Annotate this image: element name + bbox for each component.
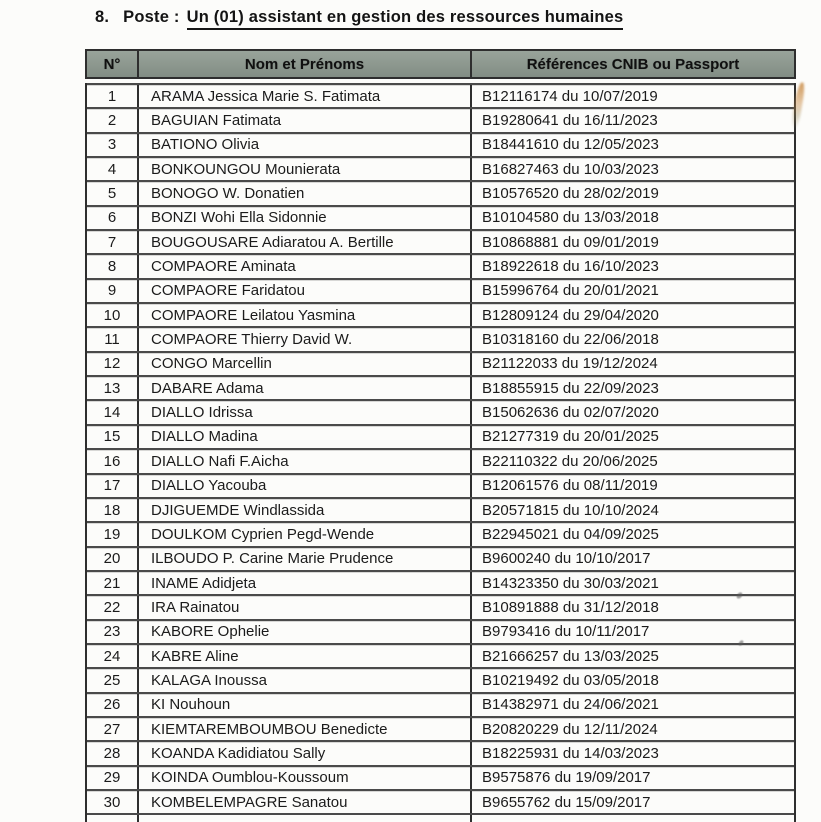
row-num: 10 <box>87 304 139 326</box>
row-num: 16 <box>87 450 139 472</box>
row-name: KABORE Ophelie <box>139 621 472 643</box>
table-row <box>87 83 794 107</box>
table-row <box>87 156 794 180</box>
table-row <box>87 205 794 229</box>
row-num: 7 <box>87 231 139 253</box>
row-num: 15 <box>87 426 139 448</box>
row-num: 3 <box>87 134 139 156</box>
table-row <box>87 789 794 813</box>
row-name: INAME Adidjeta <box>139 572 472 594</box>
table-row <box>87 692 794 716</box>
row-num: 6 <box>87 207 139 229</box>
row-ref: B14382971 du 24/06/2021 <box>482 696 659 714</box>
table-row <box>87 229 794 253</box>
row-name: DABARE Adama <box>139 377 472 399</box>
table-row <box>87 740 794 764</box>
table-row <box>87 424 794 448</box>
row-name: COMPAORE Leilatou Yasmina <box>139 304 472 326</box>
row-num: 1 <box>87 85 139 107</box>
row-ref: B21122033 du 19/12/2024 <box>482 355 658 373</box>
row-num: 22 <box>87 596 139 618</box>
row-name: KALAGA Inoussa <box>139 669 472 691</box>
table-row <box>87 375 794 399</box>
row-name: BATIONO Olivia <box>139 134 472 156</box>
row-ref: B10868881 du 09/01/2019 <box>482 233 659 251</box>
row-ref: B9575876 du 19/09/2017 <box>482 769 651 787</box>
table-row <box>87 399 794 423</box>
table-row <box>87 351 794 375</box>
row-name: COMPAORE Aminata <box>139 255 472 277</box>
row-name: KOANDA Kadidiatou Sally <box>139 742 472 764</box>
row-ref: B15996764 du 20/01/2021 <box>482 282 659 300</box>
row-ref: B20820229 du 12/11/2024 <box>482 720 658 738</box>
row-name: DOULKOM Cyprien Pegd-Wende <box>139 523 472 545</box>
table-row <box>87 546 794 570</box>
row-ref: B18225931 du 14/03/2023 <box>482 744 659 762</box>
table-row <box>87 448 794 472</box>
row-ref: B9655762 du 15/09/2017 <box>482 793 651 811</box>
title-position-text: Un (01) assistant en gestion des ressources humaines <box>187 8 624 30</box>
row-num: 9 <box>87 280 139 302</box>
row-name: ILBOUDO P. Carine Marie Prudence <box>139 548 472 570</box>
row-num: 26 <box>87 694 139 716</box>
row-name: KABRE Aline <box>139 645 472 667</box>
row-num: 8 <box>87 255 139 277</box>
table-row <box>87 326 794 350</box>
title-number: 8. <box>95 8 110 26</box>
row-name: DIALLO Idrissa <box>139 401 472 423</box>
table-row <box>87 107 794 131</box>
row-ref: B19280641 du 16/11/2023 <box>482 112 658 130</box>
row-num: 24 <box>87 645 139 667</box>
row-num: 18 <box>87 499 139 521</box>
row-ref: B20571815 du 10/10/2024 <box>482 501 659 519</box>
row-ref: B12116174 du 10/07/2019 <box>482 87 658 105</box>
row-name: KIEMTAREMBOUMBOU Benedicte <box>139 718 472 740</box>
table-header-row <box>85 49 796 79</box>
row-ref: B12061576 du 08/11/2019 <box>482 477 658 495</box>
row-name: DIALLO Nafi F.Aicha <box>139 450 472 472</box>
row-name: BOUGOUSARE Adiaratou A. Bertille <box>139 231 472 253</box>
row-name: BONOGO W. Donatien <box>139 182 472 204</box>
row-num: 30 <box>87 791 139 813</box>
row-num: 4 <box>87 158 139 180</box>
table-row <box>87 473 794 497</box>
table-row <box>87 716 794 740</box>
row-ref: B12809124 du 29/04/2020 <box>482 306 659 324</box>
row-num: 5 <box>87 182 139 204</box>
candidates-table <box>85 49 796 822</box>
row-name: KOMBELEMPAGRE Sanatou <box>139 791 472 813</box>
row-name: COMPAORE Faridatou <box>139 280 472 302</box>
row-num: 25 <box>87 669 139 691</box>
table-row <box>87 302 794 326</box>
page-title <box>95 8 623 27</box>
row-ref: B10104580 du 13/03/2018 <box>482 209 659 227</box>
row-num: 2 <box>87 109 139 131</box>
table-row <box>87 765 794 789</box>
row-ref: B10219492 du 03/05/2018 <box>482 671 659 689</box>
row-num: 27 <box>87 718 139 740</box>
table-row <box>87 570 794 594</box>
row-name: COMPAORE Thierry David W. <box>139 328 472 350</box>
row-ref: B10318160 du 22/06/2018 <box>482 331 659 349</box>
row-ref: B18855915 du 22/09/2023 <box>482 379 659 397</box>
table-row <box>87 667 794 691</box>
table-row <box>87 497 794 521</box>
row-name: IRA Rainatou <box>139 596 472 618</box>
row-num: 20 <box>87 548 139 570</box>
row-ref: B18441610 du 12/05/2023 <box>482 136 659 154</box>
row-name: BONKOUNGOU Mounierata <box>139 158 472 180</box>
row-ref: B21666257 du 13/03/2025 <box>482 647 659 665</box>
row-ref: B10576520 du 28/02/2019 <box>482 185 659 203</box>
table-partial-row-wrap <box>85 813 796 822</box>
partial-next-row <box>87 813 794 822</box>
row-ref: B9600240 du 10/10/2017 <box>482 550 651 568</box>
table-row <box>87 619 794 643</box>
row-ref: B22945021 du 04/09/2025 <box>482 525 659 543</box>
row-name: DIALLO Yacouba <box>139 475 472 497</box>
row-num: 28 <box>87 742 139 764</box>
row-ref: B18922618 du 16/10/2023 <box>482 258 659 276</box>
row-num: 21 <box>87 572 139 594</box>
row-num: 19 <box>87 523 139 545</box>
row-name: DJIGUEMDE Windlassida <box>139 499 472 521</box>
row-num: 11 <box>87 328 139 350</box>
row-num: 14 <box>87 401 139 423</box>
table-row <box>87 132 794 156</box>
row-num: 29 <box>87 767 139 789</box>
table-row <box>87 594 794 618</box>
table-row <box>87 180 794 204</box>
row-name: ARAMA Jessica Marie S. Fatimata <box>139 85 472 107</box>
table-row <box>87 278 794 302</box>
column-header-name: Nom et Prénoms <box>139 51 472 77</box>
row-name: KOINDA Oumblou-Koussoum <box>139 767 472 789</box>
row-ref: B10891888 du 31/12/2018 <box>482 598 659 616</box>
row-name: BONZI Wohi Ella Sidonnie <box>139 207 472 229</box>
row-num: 23 <box>87 621 139 643</box>
row-ref: B21277319 du 20/01/2025 <box>482 428 659 446</box>
row-ref: B22110322 du 20/06/2025 <box>482 452 658 470</box>
row-num: 17 <box>87 475 139 497</box>
table-row <box>87 643 794 667</box>
table-body <box>85 83 796 813</box>
row-num: 12 <box>87 353 139 375</box>
row-ref: B9793416 du 10/11/2017 <box>482 623 650 641</box>
row-ref: B15062636 du 02/07/2020 <box>482 404 659 422</box>
title-label: Poste : <box>123 8 180 26</box>
row-name: KI Nouhoun <box>139 694 472 716</box>
row-ref: B16827463 du 10/03/2023 <box>482 160 659 178</box>
table-row <box>87 521 794 545</box>
row-num: 13 <box>87 377 139 399</box>
row-name: CONGO Marcellin <box>139 353 472 375</box>
column-header-reference: Références CNIB ou Passport <box>526 55 740 73</box>
row-name: DIALLO Madina <box>139 426 472 448</box>
row-ref: B14323350 du 30/03/2021 <box>482 574 659 592</box>
row-name: BAGUIAN Fatimata <box>139 109 472 131</box>
column-header-number: N° <box>87 51 139 77</box>
table-row <box>87 253 794 277</box>
